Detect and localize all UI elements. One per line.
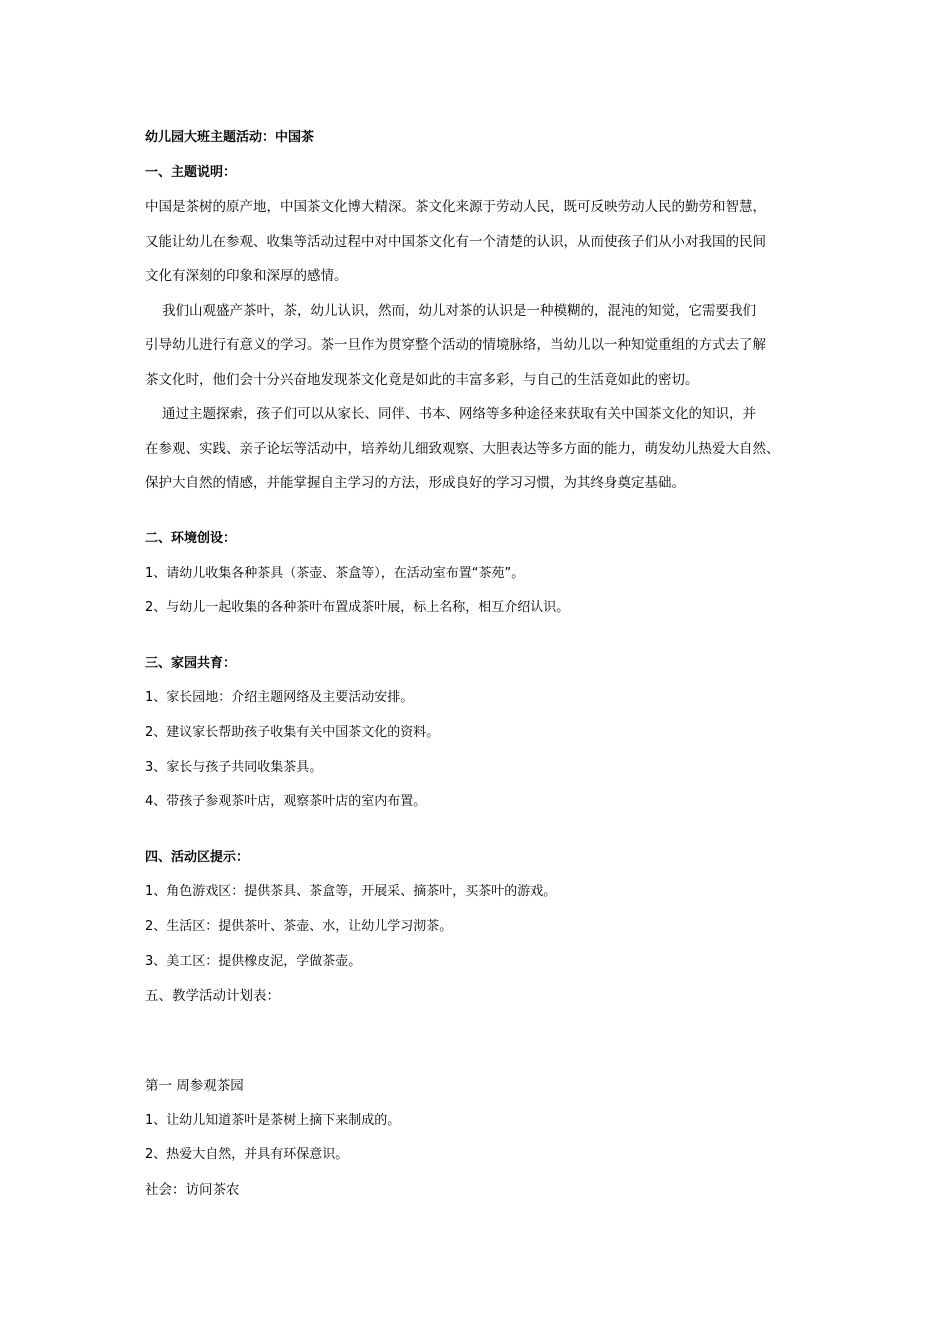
list-item: 3、美工区：提供橡皮泥，学做茶壶。: [145, 954, 362, 969]
paragraph-line: 中国是茶树的原产地，中国茶文化博大精深。茶文化来源于劳动人民，既可反映劳动人民的勤劳和智慧，: [145, 199, 766, 215]
paragraph-line: 我们山观盛产茶叶，茶，幼儿认识，然而，幼儿对茶的认识是一种模糊的，混沌的知觉，它需要我们: [162, 303, 756, 319]
week-heading: 第一 周参观茶园: [145, 1078, 244, 1094]
list-item: 4、带孩子参观茶叶店，观察茶叶店的室内布置。: [145, 794, 427, 809]
list-item: 2、热爱大自然，并具有环保意识。: [145, 1147, 349, 1162]
paragraph-line: 茶文化时，他们会十分兴奋地发现茶文化竟是如此的丰富多彩，与自己的生活竟如此的密切。: [145, 372, 699, 388]
list-item: 1、角色游戏区：提供茶具、茶盒等，开展采、摘茶叶，买茶叶的游戏。: [145, 884, 557, 899]
paragraph-line: 在参观、实践、亲子论坛等活动中，培养幼儿细致观察、大胆表达等多方面的能力，萌发幼儿热爱大自然、: [145, 441, 780, 457]
section-heading-theme: 一、主题说明：: [145, 165, 237, 180]
document-title: 幼儿园大班主题活动：中国茶: [145, 130, 315, 145]
activity-social-label: 社会：访问茶农: [145, 1182, 240, 1198]
section-heading-environment: 二、环境创设：: [145, 531, 237, 546]
paragraph-line: 又能让幼儿在参观、收集等活动过程中对中国茶文化有一个清楚的认识，从而使孩子们从小对我国的民间: [145, 234, 766, 250]
list-item: 3、家长与孩子共同收集茶具。: [145, 760, 323, 775]
list-item: 2、建议家长帮助孩子收集有关中国茶文化的资料。: [145, 725, 440, 740]
list-item: 1、请幼儿收集各种茶具（茶壶、茶盒等），在活动室布置“茶苑”。: [145, 566, 525, 581]
list-item: 2、生活区：提供茶叶、茶壶、水，让幼儿学习沏茶。: [145, 919, 453, 934]
list-item: 2、与幼儿一起收集的各种茶叶布置成茶叶展，标上名称，相互介绍认识。: [145, 600, 570, 615]
paragraph-line: 引导幼儿进行有意义的学习。茶一旦作为贯穿整个活动的情境脉络，当幼儿以一种知觉重组的方式去了解: [145, 337, 766, 353]
section-heading-teaching-plan: 五、教学活动计划表：: [145, 988, 280, 1004]
list-item: 1、家长园地：介绍主题网络及主要活动安排。: [145, 690, 414, 705]
paragraph-line: 通过主题探索，孩子们可以从家长、同伴、书本、网络等多种途径来获取有关中国茶文化的知识，并: [162, 406, 756, 422]
list-item: 1、让幼儿知道茶叶是茶树上摘下来制成的。: [145, 1113, 401, 1128]
section-heading-activity-areas: 四、活动区提示：: [145, 850, 250, 865]
paragraph-line: 保护大自然的情感，并能掌握自主学习的方法，形成良好的学习习惯，为其终身奠定基础。: [145, 475, 685, 491]
section-heading-home-school: 三、家园共育：: [145, 656, 237, 671]
paragraph-line: 文化有深刻的印象和深厚的感情。: [145, 268, 348, 284]
